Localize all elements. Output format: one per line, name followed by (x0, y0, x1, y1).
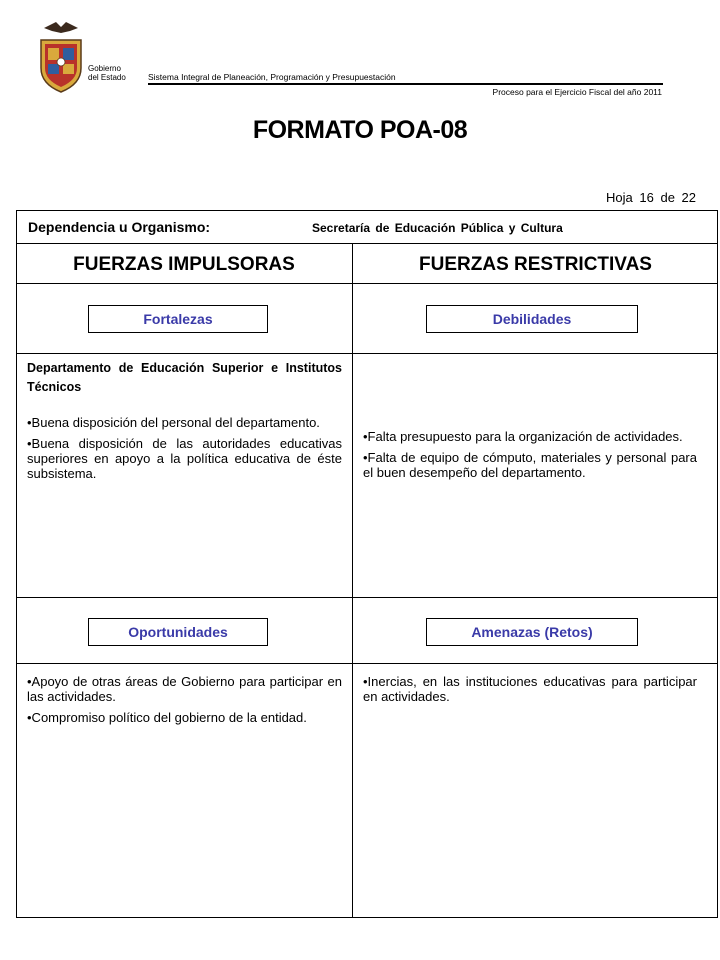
row-divider (16, 353, 718, 354)
weakness-item: •Falta de equipo de cómputo, materiales y personal para el buen desempeño del departamento. (363, 450, 697, 480)
threats-cell (363, 674, 697, 710)
driving-forces-heading: FUERZAS IMPULSORAS (73, 254, 295, 275)
government-label: Gobierno (88, 64, 121, 73)
weaknesses-box: Debilidades (426, 305, 638, 333)
opportunities-box: Oportunidades (88, 618, 268, 646)
opportunity-item: •Compromiso político del gobierno de la entidad. (27, 710, 307, 725)
opportunities-cell (27, 674, 342, 731)
system-name: Sistema Integral de Planeación, Programación y Presupuestación (148, 72, 396, 82)
strength-item: •Buena disposición de las autoridades educativas superiores en apoyo a la política educativa de éste subsistema. (27, 436, 342, 481)
sheet-number: Hoja 16 de 22 (606, 190, 696, 205)
restraining-forces-heading: FUERZAS RESTRICTIVAS (419, 254, 652, 275)
threat-item: •Inercias, en las instituciones educativas para participar en actividades. (363, 674, 697, 704)
state-label: del Estado (88, 73, 126, 82)
strength-item: •Buena disposición del personal del departamento. (27, 415, 320, 430)
threats-box: Amenazas (Retos) (426, 618, 638, 646)
header-divider (148, 83, 663, 85)
dependency-value: Secretaría de Educación Pública y Cultura (312, 221, 563, 235)
dependency-label: Dependencia u Organismo: (28, 219, 211, 235)
weakness-item: •Falta presupuesto para la organización de actividades. (363, 429, 683, 444)
opportunity-item: •Apoyo de otras áreas de Gobierno para participar en las actividades. (27, 674, 342, 704)
row-divider (16, 597, 718, 598)
page-title: FORMATO POA-08 (252, 116, 468, 144)
row-divider (16, 663, 718, 664)
department-heading: Departamento de Educación Superior e Institutos Técnicos (27, 361, 342, 394)
strengths-cell (27, 359, 342, 487)
weaknesses-cell (363, 429, 697, 486)
row-divider (16, 283, 718, 284)
process-label: Proceso para el Ejercicio Fiscal del año 2011 (492, 87, 662, 97)
state-seal-icon (36, 18, 86, 96)
column-divider (352, 243, 353, 918)
row-divider (16, 243, 718, 244)
strengths-box: Fortalezas (88, 305, 268, 333)
